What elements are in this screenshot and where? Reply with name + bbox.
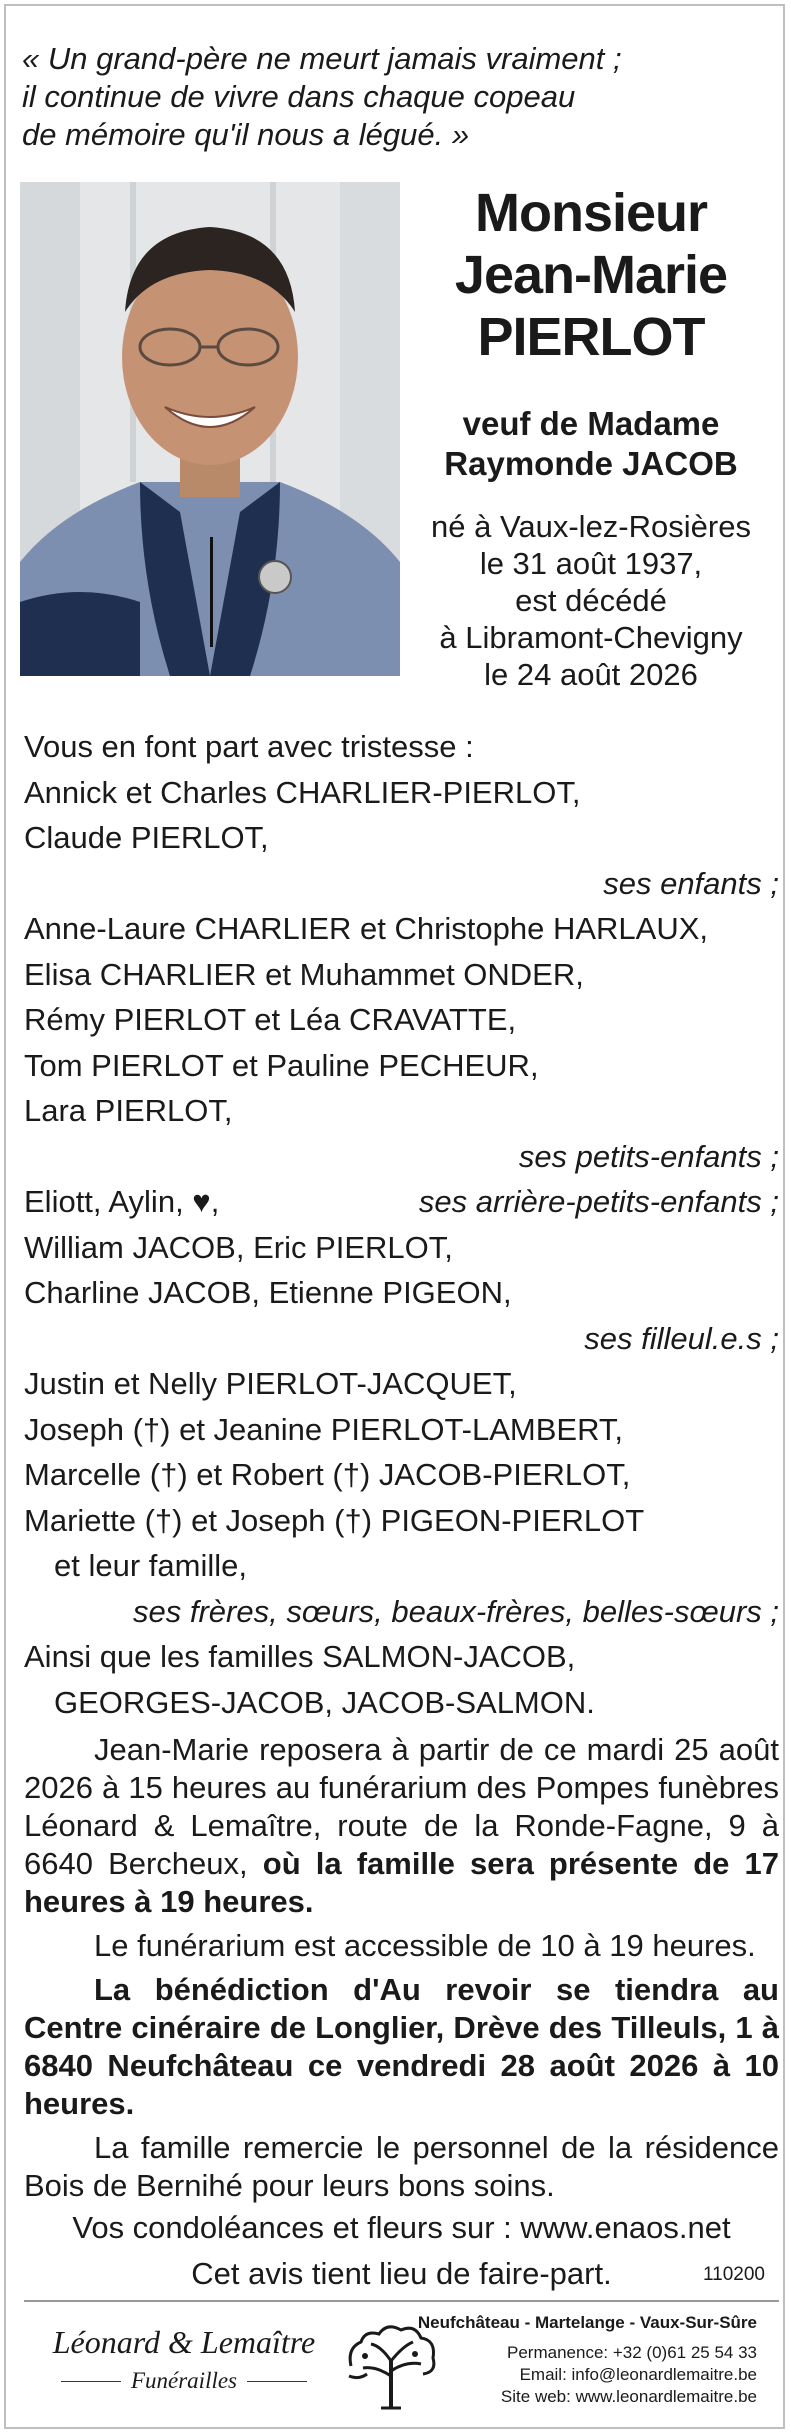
date-line: est décédé <box>515 583 667 618</box>
brand-name: Léonard & Lemaître <box>52 2324 316 2360</box>
website-line: Site web: www.leonardlemaitre.be <box>500 2387 757 2406</box>
family-line: Mariette (†) et Joseph (†) PIGEON-PIERLOT <box>24 1502 645 1538</box>
portrait-illustration <box>20 182 400 676</box>
name-line: Jean-Marie <box>454 245 728 305</box>
notice-reference: 110200 <box>703 2264 765 2285</box>
relation-label: ses filleul.e.s ; <box>584 1320 779 1356</box>
family-line: et leur famille, <box>54 1548 247 1583</box>
deceased-info <box>406 182 776 693</box>
email-line: Email: info@leonardlemaitre.be <box>519 2365 757 2384</box>
announce-intro: Vous en font part avec tristesse : <box>24 729 474 764</box>
locations: Neufchâteau - Martelange - Vaux-Sur-Sûre <box>417 2313 757 2332</box>
family-line: Anne-Laure CHARLIER et Christophe HARLAUX, <box>24 911 709 946</box>
visitation-hours: où la famille sera présente de 17 heures à 19 heures. <box>24 1846 780 1919</box>
visitation-paragraph <box>24 1731 779 1921</box>
family-line: William JACOB, Eric PIERLOT, <box>24 1229 453 1265</box>
relation-label: ses arrière-petits-enfants ; <box>418 1184 779 1219</box>
brand-rule-right <box>247 2381 307 2382</box>
family-line: Justin et Nelly PIERLOT-JACQUET, <box>24 1366 517 1401</box>
family-line: GEORGES-JACOB, JACOB-SALMON. <box>54 1684 595 1720</box>
funerarium-hours: Le funérarium est accessible de 10 à 19 heures. <box>94 1928 756 1963</box>
ceremony-paragraph: La bénédiction d'Au revoir se tiendra au Centre cinéraire de Longlier, Drève des Tilleuls, 1 à 6840 Neufchâteau ce vendredi 28 août 2026 à 10 heures. <box>24 1972 779 2121</box>
date-line: né à Vaux-lez-Rosières <box>431 509 751 544</box>
family-line: Tom PIERLOT et Pauline PECHEUR, <box>24 1047 539 1083</box>
date-line: le 31 août 1937, <box>479 546 703 581</box>
visitation-text: Jean-Marie reposera à partir de ce mardi 25 août 2026 à 15 heures au funérarium des Pompes funèbres Léonard & Lemaître, route de la Ronde-Fagne, 9 à 6640 Bercheux, <box>24 1732 779 1881</box>
phone-line: Permanence: +32 (0)61 25 54 33 <box>507 2343 757 2362</box>
quote-line: de mémoire qu'il nous a légué. » <box>22 117 470 152</box>
date-line: à Libramont-Chevigny <box>439 620 743 655</box>
relation-label: ses petits-enfants ; <box>518 1138 779 1174</box>
thanks-paragraph: La famille remercie le personnel de la résidence Bois de Bernihé pour leurs bons soins. <box>24 2130 779 2203</box>
faire-part-line: Cet avis tient lieu de faire-part. <box>191 2255 612 2291</box>
portrait-photo <box>20 182 400 676</box>
family-line: Eliott, Aylin, ♥, <box>24 1184 220 1219</box>
date-line: le 24 août 2026 <box>484 657 698 692</box>
deceased-name <box>406 182 776 368</box>
footer-divider <box>24 2300 779 2302</box>
family-line: Rémy PIERLOT et Léa CRAVATTE, <box>24 1002 517 1037</box>
spouse-info <box>406 404 776 484</box>
name-line: PIERLOT <box>477 307 705 367</box>
family-line: Elisa CHARLIER et Muhammet ONDER, <box>24 956 584 992</box>
relation-label: ses frères, sœurs, beaux-frères, belles-sœurs ; <box>133 1593 779 1629</box>
condolences-line: Vos condoléances et fleurs sur : www.enaos.net <box>72 2210 731 2245</box>
funeral-home-contact <box>418 2312 757 2408</box>
death-notice <box>4 4 785 2429</box>
funeral-home-brand <box>34 2322 334 2394</box>
brand-subtitle: Funérailles <box>130 2368 238 2393</box>
name-line: Monsieur <box>474 183 708 243</box>
quote-line: « Un grand-père ne meurt jamais vraiment ; <box>22 41 622 76</box>
quote-line: il continue de vivre dans chaque copeau <box>22 79 576 114</box>
epitaph-quote <box>22 40 762 154</box>
family-line: Lara PIERLOT, <box>24 1093 233 1128</box>
family-line: Charline JACOB, Etienne PIGEON, <box>24 1275 512 1310</box>
family-line: Ainsi que les familles SALMON-JACOB, <box>24 1639 576 1674</box>
spouse-line: Raymonde JACOB <box>444 445 738 482</box>
family-line: Joseph (†) et Jeanine PIERLOT-LAMBERT, <box>24 1411 624 1447</box>
family-line: Marcelle (†) et Robert (†) JACOB-PIERLOT, <box>24 1457 631 1492</box>
spouse-line: veuf de Madame <box>462 405 720 442</box>
brand-rule-left <box>61 2381 121 2382</box>
announcement-body <box>24 724 779 2296</box>
brand-subtitle-row <box>34 2368 334 2394</box>
family-line: Claude PIERLOT, <box>24 820 269 855</box>
relation-label: ses enfants ; <box>603 865 779 901</box>
great-grandchildren-row <box>24 1179 779 1225</box>
family-line: Annick et Charles CHARLIER-PIERLOT, <box>24 774 581 810</box>
birth-death-info <box>406 508 776 693</box>
